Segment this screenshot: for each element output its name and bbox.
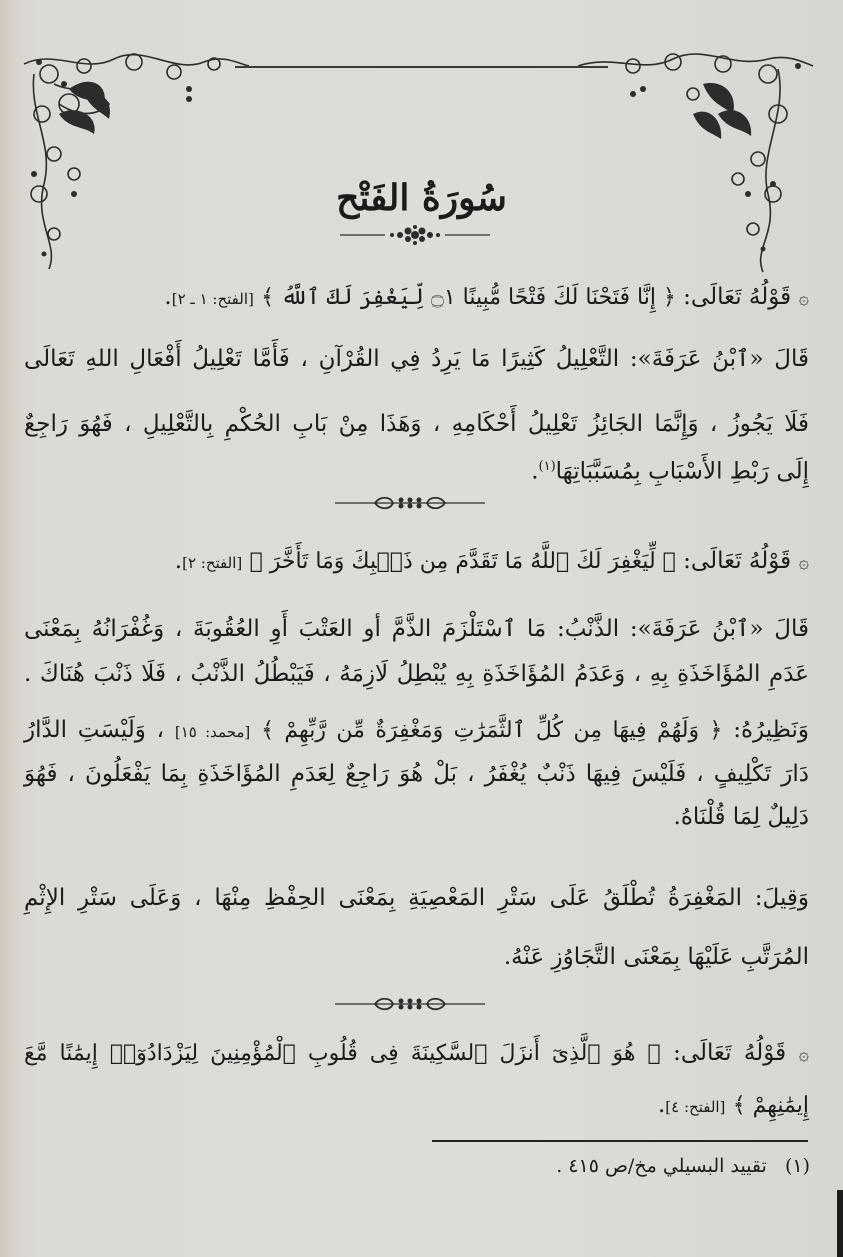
floral-corner-ornament-right [573,44,843,274]
verse-reference: [الفتح: ٤] [665,1098,726,1116]
heading-lead: قَوْلُهُ تَعَالَى: [683,284,792,310]
heading-lead: قَوْلُهُ تَعَالَى: [683,548,792,574]
verse-reference: [محمد: ١٥] [174,723,251,741]
section-star-icon: ۞ [798,1044,810,1065]
quran-verse: ﴿ وَلَهُمْ فِيهَا مِن كُلِّ ٱلثَّمَرَٰتِ وَمَغْفِرَةٌ مِّن رَّبِّهِمْ ﴾ [261,718,723,743]
paragraph-line-last: المُرَتَّبِ عَلَيْهَا بِمَعْنَى التَّجَاوُزِ عَنْهُ. [503,944,809,970]
page-edge-shadow [837,1190,843,1257]
footnote-1 [556,1152,810,1180]
verse-heading-3 [24,1036,809,1072]
paragraph-line-last [24,450,809,489]
verse-reference: [الفتح: ٢] [182,554,243,572]
floral-corner-ornament-left [14,44,274,274]
period: . [657,1092,666,1118]
section-divider-ornament [335,493,485,513]
verse-heading-1 [24,280,809,316]
paragraph-line-last: دَلِيلٌ لِمَا قُلْنَاهُ. [673,804,809,830]
verse-heading-3-cont [24,1088,809,1124]
quran-verse: ﴿ لِّيَغْفِرَ لَكَ ٱللَّهُ مَا تَقَدَّمَ مِن ذَنۢبِكَ وَمَا تَأَخَّرَ ﴾ [249,549,676,574]
heading-lead: قَوْلُهُ تَعَالَى: [673,1040,787,1066]
verse-heading-2 [24,544,809,580]
title-divider-ornament [340,222,490,248]
verse-reference: [الفتح: ١ ـ ٢] [171,290,254,308]
footnote-rule [432,1140,808,1142]
paragraph-line-with-verse [24,713,809,749]
period: . [531,458,539,485]
quran-verse: ﴿ إِنَّا فَتَحْنَا لَكَ فَتْحًا مُّبِينًا ۝١ لِّيَغْفِرَ لَكَ ٱللَّهُ ﴾ [261,285,676,310]
footnote-number: (١) [784,1155,810,1177]
period: . [164,284,172,310]
quran-verse: ﴿ هُوَ ٱلَّذِىٓ أَنزَلَ ٱلسَّكِينَةَ فِى قُلُوبِ ٱلْمُؤْمِنِينَ لِيَزْدَادُوٓا۟ إِيمَٰنًا مَّعَ [24,1041,661,1066]
section-star-icon: ۞ [798,552,809,573]
period: . [174,548,183,574]
section-divider-ornament [335,994,485,1014]
paragraph-text: ، وَلَيْسَتِ الدَّارُ [24,717,165,743]
footnote-marker[interactable]: (١) [538,459,556,474]
quran-verse: إِيمَٰنِهِمْ ﴾ [732,1093,809,1118]
paragraph-text: إِلَى رَبْطِ الأَسْبَابِ بِمُسَبَّبَاتِهَا [555,458,809,485]
paragraph-line: دَارَ تَكْلِيفٍ ، فَلَيْسَ فِيهَا ذَنْبٌ يُغْفَرُ ، بَلْ هُوَ رَاجِعٌ لِعَدَمِ المُؤَاخَذَةِ بِمَا يَفْعَلُونَ ، فَهُوَ [24,761,809,787]
paragraph-lead: وَنَظِيرُهُ: [733,717,810,743]
paragraph-line: فَلَا يَجُوزُ ، وَإِنَّمَا الجَائِزُ تَعْلِيلُ أَحْكَامِهِ ، وَهَذَا مِنْ بَابِ الحُكْمِ بِالتَّعْلِيلِ ، فَهُوَ رَاجِعٌ [24,411,809,437]
footnote-text: تقييد البسيلي مخ/ص ٤١٥ . [556,1155,767,1177]
paragraph-line: قَالَ «ٱبْنُ عَرَفَةَ»: الذَّنْبُ: مَا ٱسْتَلْزَمَ الذَّمَّ أو العَتْبَ أَوِ العُقُوبَةَ ، وَغُفْرَانُهُ بِمَعْنَى [24,616,809,642]
paragraph-line: وَقِيلَ: المَغْفِرَةُ تُطْلَقُ عَلَى سَتْرِ المَعْصِيَةِ بِمَعْنَى الحِفْظِ مِنْهَا ، وَعَلَى سَتْرِ الإِثْمِ [24,885,809,911]
section-star-icon: ۞ [798,288,809,309]
top-rule [235,66,608,68]
paragraph-line: عَدَمِ المُؤَاخَذَةِ بِهِ ، وَعَدَمُ المُؤَاخَذَةِ بِهِ يُبْطِلُ لَازِمَهُ ، فَيَبْطُلُ الذَّنْبُ ، فَلَا ذَنْبَ هُنَاكَ . [24,661,809,687]
paragraph-line: قَالَ «ٱبْنُ عَرَفَةَ»: التَّعْلِيلُ كَثِيرًا مَا يَرِدُ فِي القُرْآنِ ، فَأَمَّا تَعْلِيلُ أَفْعَالِ اللهِ تَعَالَى [24,346,809,372]
page-title: سُورَةُ الفَتْح [336,177,507,220]
